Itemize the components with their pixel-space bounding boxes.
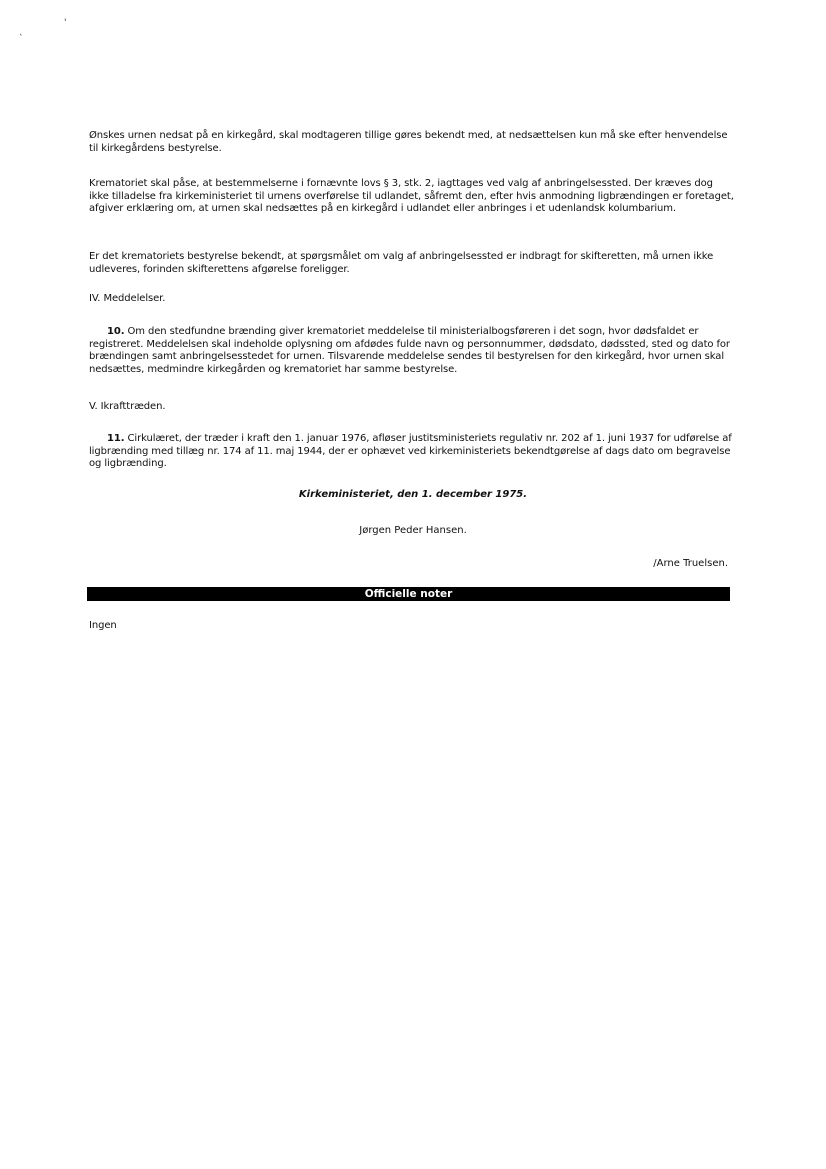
signature-place-date: Kirkeministeriet, den 1. december 1975. xyxy=(298,489,528,500)
scan-mark-top: ' xyxy=(64,18,67,28)
paragraph-11-number: 11. xyxy=(107,433,125,444)
paragraph-11 xyxy=(89,433,734,471)
paragraph-probate-court: Er det krematoriets bestyrelse bekendt, at spørgsmålet om valg af anbringelsessted er indbragt for skifteretten, må urnen ikke udleveres, forinden skifterettens afgørelse foreligger. xyxy=(89,251,714,275)
scan-mark-left: ` xyxy=(19,34,24,44)
paragraph-10 xyxy=(89,326,734,376)
section-heading-v: V. Ikrafttræden. xyxy=(89,401,166,412)
paragraph-11-text: Cirkulæret, der træder i kraft den 1. januar 1976, afløser justitsministeriets regulativ nr. 202 af 1. juni 1937 for udførelse af ligbrænding med tillæg nr. 174 af 11. maj 1944, der er ophævet ved kirkeministeriets bekendtgørelse af dags dato om begravelse og ligbrænding. xyxy=(89,433,732,469)
official-notes-body: Ingen xyxy=(89,620,117,631)
paragraph-placement-site: Krematoriet skal påse, at bestemmelserne i fornævnte lovs § 3, stk. 2, iagttages ved valg af anbringelsessted. Der kræves dog ikke tilladelse fra kirkeministeriet til urnens overførelse til udlandet, såfremt den, efter hvis anmodning ligbrændingen er foretaget, afgiver erklæring om, at urnen skal nedsættes på en kirkegård i udlandet eller anbringes i et udenlandsk kolumbarium. xyxy=(89,178,734,214)
official-notes-header: Officielle noter xyxy=(87,587,730,601)
paragraph-urn-cemetery: Ønskes urnen nedsat på en kirkegård, skal modtageren tillige gøres bekendt med, at nedsættelsen kun må ske efter henvendelse til kirkegårdens bestyrelse. xyxy=(89,130,728,154)
section-heading-iv: IV. Meddelelser. xyxy=(89,293,166,304)
signature-countersign: /Arne Truelsen. xyxy=(653,558,728,569)
paragraph-10-text: Om den stedfundne brænding giver krematoriet meddelelse til ministerialbogsføreren i det sogn, hvor dødsfaldet er registreret. Meddelelsen skal indeholde oplysning om afdødes fulde navn og personnummer, dødsdato, dødssted, sted og dato for brændingen samt anbringelsesstedet for urnen. Tilsvarende meddelelse sendes til bestyrelsen for den kirkegård, hvor urnen skal nedsættes, medmindre kirkegården og krematoriet har samme bestyrelse. xyxy=(89,326,730,375)
paragraph-10-number: 10. xyxy=(107,326,125,337)
signature-name: Jørgen Peder Hansen. xyxy=(359,525,467,536)
